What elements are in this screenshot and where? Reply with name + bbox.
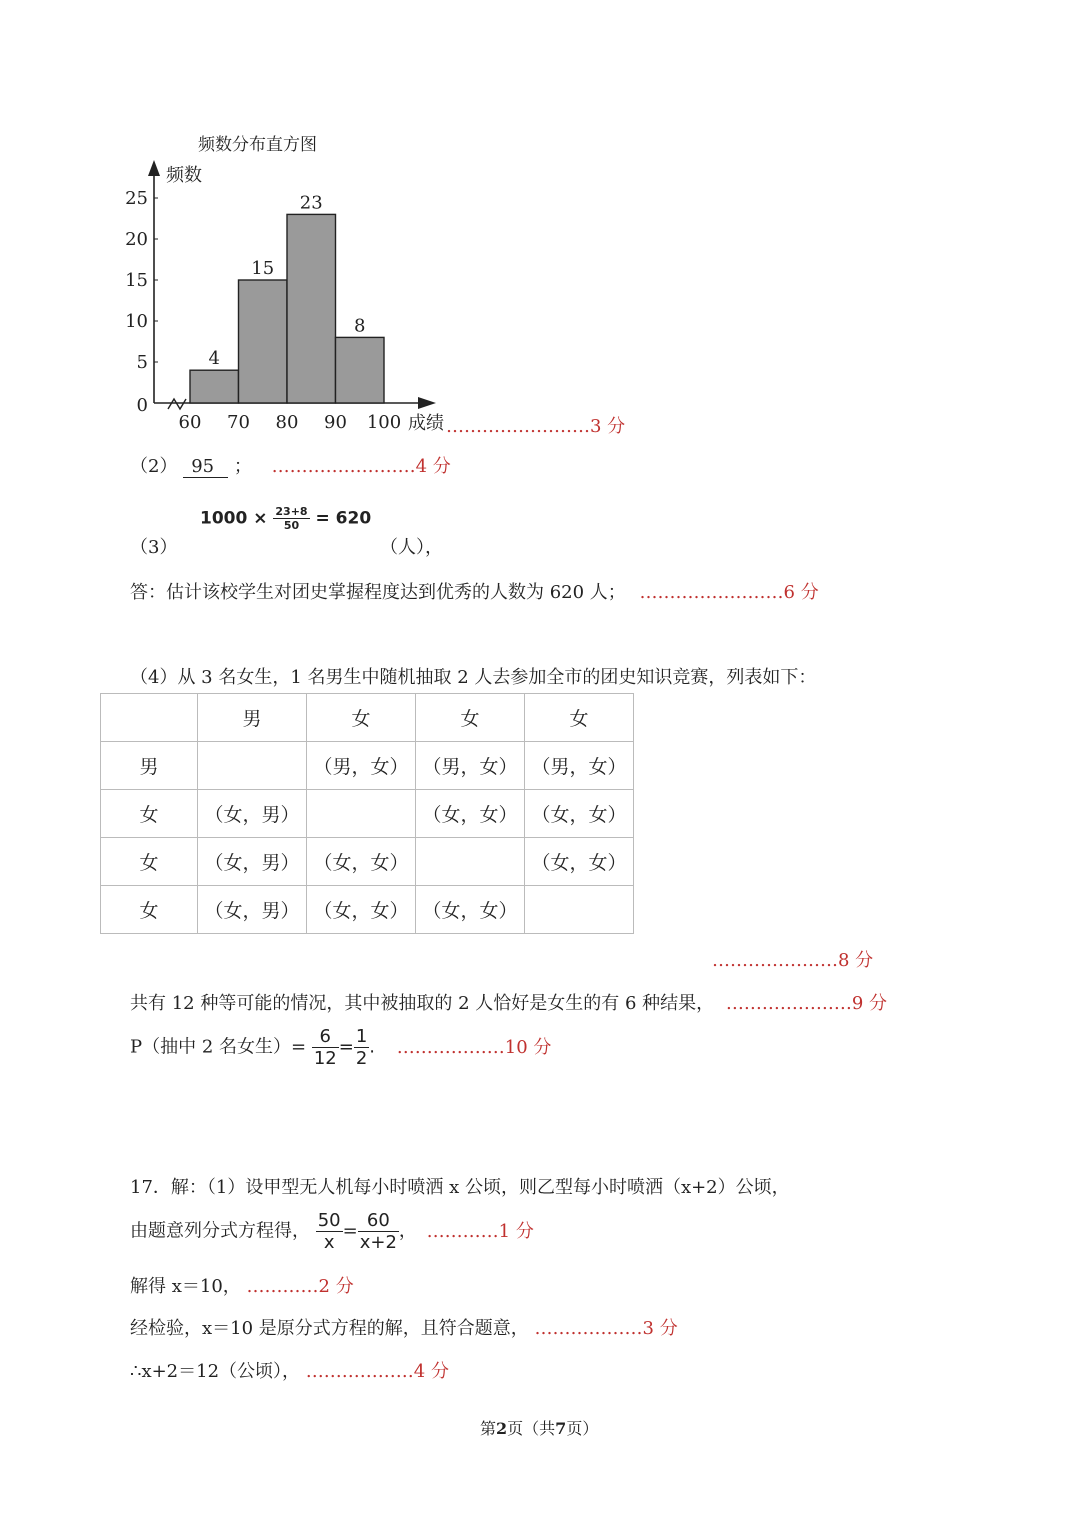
q17-line4 <box>130 1314 678 1340</box>
q17-eq-mid: = <box>342 1220 358 1242</box>
q4-prob-frac2-num: 1 <box>355 1026 368 1047</box>
footer-page-number: 2 <box>496 1419 508 1438</box>
q4-total-line <box>130 989 887 1015</box>
table-cell: 女 <box>416 694 525 742</box>
footer-pre: 第 <box>480 1419 497 1438</box>
table-cell: （男，女） <box>307 742 416 790</box>
q17-line2 <box>130 1210 534 1253</box>
table-cell: （女，女） <box>307 886 416 934</box>
histogram-bar <box>190 370 239 403</box>
chart-title: 频数分布直方图 <box>198 135 317 155</box>
x-tick-label: 90 <box>324 412 347 433</box>
q3-formula <box>200 505 371 532</box>
q2-separator: ； <box>233 456 252 477</box>
q3-unit: （人）， <box>380 537 443 558</box>
q17-line4-text: 经检验，x＝10 是原分式方程的解，且符合题意， <box>130 1318 529 1339</box>
histogram-bar <box>336 337 385 403</box>
x-tick-label: 60 <box>178 412 202 433</box>
q17-line3-text: 解得 x＝10， <box>130 1276 241 1297</box>
q3-frac-num: 23+8 <box>275 505 308 518</box>
footer-mid: 页（共 <box>507 1419 556 1438</box>
q17-line2-score: …………1 分 <box>426 1220 534 1242</box>
q3-frac-den: 50 <box>283 519 300 532</box>
x-tick-label: 70 <box>227 412 250 433</box>
y-tick-label: 25 <box>125 188 148 209</box>
bar-data-label: 15 <box>251 258 275 279</box>
y-tick-label: 0 <box>136 395 148 416</box>
q4-prob-frac1 <box>312 1026 339 1069</box>
q17-eq-num2: 60 <box>358 1210 399 1232</box>
q4-prob-end: . <box>369 1036 376 1058</box>
table-cell <box>198 742 307 790</box>
q3-rhs: = 620 <box>315 508 372 529</box>
q2-label: （2） <box>130 456 178 477</box>
bar-data-label: 8 <box>354 315 366 337</box>
q17-line4-score: ………………3 分 <box>534 1318 678 1339</box>
q4-prob-frac1-num: 6 <box>312 1026 339 1048</box>
outcome-table <box>100 693 634 934</box>
table-cell: 女 <box>101 838 198 886</box>
q3-answer-text: 答：估计该校学生对团史掌握程度达到优秀的人数为 620 人； <box>130 582 626 603</box>
q17-line3 <box>130 1272 354 1298</box>
q17-line5-score: ………………4 分 <box>305 1361 449 1382</box>
table-row <box>101 886 634 934</box>
q4-total-score: …………………9 分 <box>725 993 888 1014</box>
chart-score: ……………………3 分 <box>446 416 626 437</box>
page-footer <box>480 1416 598 1439</box>
table-cell: 男 <box>198 694 307 742</box>
bar-data-label: 4 <box>208 348 220 370</box>
q17-eq-den2: x+2 <box>359 1232 397 1253</box>
table-cell: 女 <box>307 694 416 742</box>
q17-eq-frac2 <box>358 1210 399 1253</box>
q2-answer: 95 <box>183 456 228 478</box>
q17-line5 <box>130 1357 449 1383</box>
footer-post: 页） <box>566 1419 599 1438</box>
table-cell: （女，女） <box>525 838 634 886</box>
y-tick-label: 20 <box>125 229 148 250</box>
table-cell: （男，女） <box>525 742 634 790</box>
y-axis-label: 频数 <box>166 165 202 186</box>
x-axis-label: 成绩 <box>408 413 444 434</box>
q17-eq-end: ， <box>398 1220 417 1242</box>
y-tick-label: 5 <box>136 352 148 373</box>
table-cell: 女 <box>525 694 634 742</box>
q17-eq-den1: x <box>323 1232 335 1253</box>
q17-line3-score: …………2 分 <box>246 1276 354 1297</box>
table-row <box>101 790 634 838</box>
bar-data-label: 23 <box>299 192 323 214</box>
q17-eq-frac1 <box>316 1210 343 1253</box>
q4-prob-frac2-den: 2 <box>355 1048 368 1069</box>
table-row <box>101 838 634 886</box>
table-cell: （女，男） <box>198 790 307 838</box>
q17-line5-text: ∴x+2＝12（公顷）， <box>130 1361 301 1382</box>
q4-prob-frac2 <box>354 1026 369 1069</box>
q3-fraction <box>273 505 309 532</box>
q17-eq-num1: 50 <box>317 1210 341 1231</box>
table-cell: （女，女） <box>525 790 634 838</box>
footer-total-pages: 7 <box>555 1419 567 1438</box>
q3-score: ……………………6 分 <box>639 582 819 603</box>
axis-break <box>168 399 186 409</box>
y-tick-label: 10 <box>125 311 148 332</box>
q4-probability-line <box>130 1026 551 1069</box>
table-cell <box>525 886 634 934</box>
histogram-bar <box>239 280 288 403</box>
x-tick-label: 80 <box>275 412 299 433</box>
q2-line <box>130 452 451 478</box>
q4-total-text: 共有 12 种等可能的情况，其中被抽取的 2 人恰好是女生的有 6 种结果， <box>130 993 715 1014</box>
table-cell <box>416 838 525 886</box>
q2-score: ……………………4 分 <box>271 456 451 477</box>
q3-answer-line <box>130 578 819 604</box>
x-axis-arrow <box>418 397 436 409</box>
table-header-row <box>101 694 634 742</box>
q4-intro: （4）从 3 名女生，1 名男生中随机抽取 2 人去参加全市的团史知识竞赛，列表如下： <box>130 667 817 688</box>
table-cell: （女，男） <box>198 838 307 886</box>
table-cell: （女，女） <box>307 838 416 886</box>
table-cell: （女，男） <box>198 886 307 934</box>
q4-prob-score: ………………10 分 <box>396 1036 552 1058</box>
q4-table-score: …………………8 分 <box>712 950 874 971</box>
table-cell: （男，女） <box>416 742 525 790</box>
y-tick-label: 15 <box>125 270 148 291</box>
q3-lhs: 1000 × <box>200 508 268 529</box>
y-axis-arrow <box>148 160 160 176</box>
table-cell: 女 <box>101 790 198 838</box>
q3-label: （3） <box>130 537 178 558</box>
table-cell <box>307 790 416 838</box>
q4-prob-prefix: P（抽中 2 名女生）= <box>130 1036 307 1058</box>
q17-line1: 17．解：（1）设甲型无人机每小时喷洒 x 公顷，则乙型每小时喷洒（x+2）公顷， <box>130 1177 790 1198</box>
x-tick-label: 100 <box>366 412 402 433</box>
q4-prob-eq: = <box>338 1036 354 1058</box>
table-cell: 女 <box>101 886 198 934</box>
table-cell: （女，女） <box>416 790 525 838</box>
q4-prob-frac1-den: 12 <box>313 1048 337 1069</box>
table-cell: （女，女） <box>416 886 525 934</box>
table-cell <box>101 694 198 742</box>
q17-line2-prefix: 由题意列分式方程得， <box>130 1220 310 1242</box>
table-row <box>101 742 634 790</box>
histogram-bar <box>287 214 336 403</box>
table-cell: 男 <box>101 742 198 790</box>
